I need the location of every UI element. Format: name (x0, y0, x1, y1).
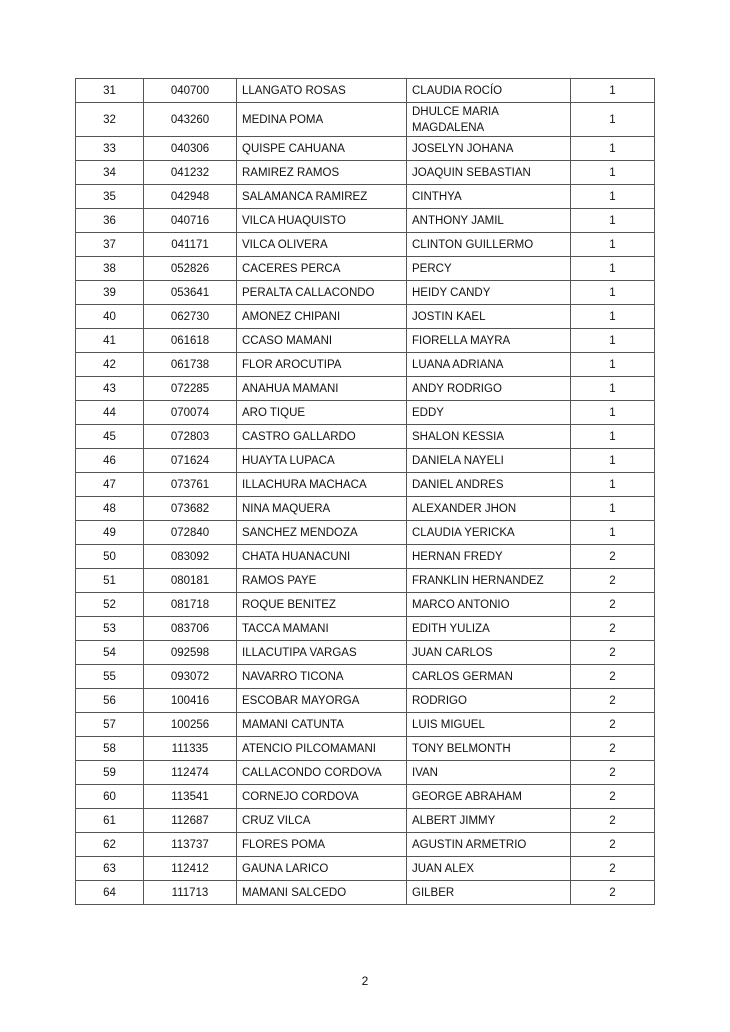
surname-cell: CACERES PERCA (237, 257, 407, 281)
row-number-cell: 49 (76, 521, 144, 545)
row-number-cell: 39 (76, 281, 144, 305)
table-row (76, 785, 655, 809)
group-cell: 1 (571, 161, 655, 185)
first-name-cell: ANDY RODRIGO (407, 377, 571, 401)
row-number-cell: 53 (76, 617, 144, 641)
student-code-cell: 070074 (144, 401, 237, 425)
group-cell: 2 (571, 737, 655, 761)
table-row (76, 617, 655, 641)
first-name-cell: CLAUDIA ROCÍO (407, 79, 571, 103)
student-code-cell: 071624 (144, 449, 237, 473)
table-row (76, 103, 655, 137)
surname-cell: VILCA HUAQUISTO (237, 209, 407, 233)
table-row (76, 281, 655, 305)
roster-table-body (76, 79, 655, 905)
surname-cell: TACCA MAMANI (237, 617, 407, 641)
first-name-cell: ALBERT JIMMY (407, 809, 571, 833)
group-cell: 2 (571, 833, 655, 857)
group-cell: 2 (571, 881, 655, 905)
first-name-cell: HERNAN FREDY (407, 545, 571, 569)
surname-cell: NAVARRO TICONA (237, 665, 407, 689)
surname-cell: ROQUE BENITEZ (237, 593, 407, 617)
student-code-cell: 083706 (144, 617, 237, 641)
surname-cell: VILCA OLIVERA (237, 233, 407, 257)
student-code-cell: 053641 (144, 281, 237, 305)
surname-cell: RAMIREZ RAMOS (237, 161, 407, 185)
page-number: 2 (361, 974, 369, 988)
table-row (76, 473, 655, 497)
surname-cell: FLORES POMA (237, 833, 407, 857)
table-row (76, 497, 655, 521)
group-cell: 1 (571, 305, 655, 329)
group-cell: 1 (571, 79, 655, 103)
student-code-cell: 080181 (144, 569, 237, 593)
first-name-cell: CLAUDIA YERICKA (407, 521, 571, 545)
row-number-cell: 35 (76, 185, 144, 209)
group-cell: 2 (571, 761, 655, 785)
first-name-cell: IVAN (407, 761, 571, 785)
surname-cell: FLOR AROCUTIPA (237, 353, 407, 377)
row-number-cell: 60 (76, 785, 144, 809)
student-code-cell: 083092 (144, 545, 237, 569)
table-row (76, 737, 655, 761)
row-number-cell: 62 (76, 833, 144, 857)
group-cell: 2 (571, 617, 655, 641)
first-name-cell: DHULCE MARIA MAGDALENA (407, 103, 571, 137)
first-name-cell: EDDY (407, 401, 571, 425)
group-cell: 1 (571, 473, 655, 497)
student-code-cell: 113541 (144, 785, 237, 809)
student-code-cell: 041232 (144, 161, 237, 185)
group-cell: 1 (571, 103, 655, 137)
first-name-cell: JUAN CARLOS (407, 641, 571, 665)
row-number-cell: 56 (76, 689, 144, 713)
row-number-cell: 47 (76, 473, 144, 497)
row-number-cell: 36 (76, 209, 144, 233)
student-code-cell: 073761 (144, 473, 237, 497)
group-cell: 1 (571, 257, 655, 281)
row-number-cell: 41 (76, 329, 144, 353)
group-cell: 2 (571, 641, 655, 665)
group-cell: 2 (571, 785, 655, 809)
table-row (76, 569, 655, 593)
row-number-cell: 61 (76, 809, 144, 833)
group-cell: 2 (571, 569, 655, 593)
group-cell: 1 (571, 353, 655, 377)
group-cell: 2 (571, 593, 655, 617)
first-name-cell: ALEXANDER JHON (407, 497, 571, 521)
student-code-cell: 061618 (144, 329, 237, 353)
first-name-cell: AGUSTIN ARMETRIO (407, 833, 571, 857)
first-name-cell: TONY BELMONTH (407, 737, 571, 761)
row-number-cell: 55 (76, 665, 144, 689)
group-cell: 2 (571, 689, 655, 713)
student-code-cell: 093072 (144, 665, 237, 689)
student-code-cell: 100256 (144, 713, 237, 737)
table-row (76, 665, 655, 689)
surname-cell: CRUZ VILCA (237, 809, 407, 833)
first-name-cell: GEORGE ABRAHAM (407, 785, 571, 809)
surname-cell: CALLACONDO CORDOVA (237, 761, 407, 785)
surname-cell: ANAHUA MAMANI (237, 377, 407, 401)
surname-cell: HUAYTA LUPACA (237, 449, 407, 473)
group-cell: 1 (571, 137, 655, 161)
group-cell: 1 (571, 281, 655, 305)
group-cell: 2 (571, 809, 655, 833)
first-name-cell: PERCY (407, 257, 571, 281)
row-number-cell: 32 (76, 103, 144, 137)
group-cell: 1 (571, 425, 655, 449)
first-name-cell: RODRIGO (407, 689, 571, 713)
surname-cell: SALAMANCA RAMIREZ (237, 185, 407, 209)
student-code-cell: 043260 (144, 103, 237, 137)
table-row (76, 257, 655, 281)
student-code-cell: 113737 (144, 833, 237, 857)
first-name-cell: FIORELLA MAYRA (407, 329, 571, 353)
student-code-cell: 062730 (144, 305, 237, 329)
table-row (76, 233, 655, 257)
first-name-cell: GILBER (407, 881, 571, 905)
row-number-cell: 48 (76, 497, 144, 521)
surname-cell: PERALTA CALLACONDO (237, 281, 407, 305)
first-name-cell: EDITH YULIZA (407, 617, 571, 641)
row-number-cell: 42 (76, 353, 144, 377)
row-number-cell: 59 (76, 761, 144, 785)
surname-cell: RAMOS PAYE (237, 569, 407, 593)
table-row (76, 425, 655, 449)
first-name-cell: JOSELYN JOHANA (407, 137, 571, 161)
surname-cell: GAUNA LARICO (237, 857, 407, 881)
group-cell: 1 (571, 401, 655, 425)
table-row (76, 79, 655, 103)
student-code-cell: 072840 (144, 521, 237, 545)
student-code-cell: 072285 (144, 377, 237, 401)
surname-cell: CASTRO GALLARDO (237, 425, 407, 449)
table-row (76, 521, 655, 545)
surname-cell: MEDINA POMA (237, 103, 407, 137)
surname-cell: QUISPE CAHUANA (237, 137, 407, 161)
table-row (76, 449, 655, 473)
first-name-cell: JOAQUIN SEBASTIAN (407, 161, 571, 185)
group-cell: 2 (571, 545, 655, 569)
group-cell: 1 (571, 497, 655, 521)
row-number-cell: 57 (76, 713, 144, 737)
row-number-cell: 44 (76, 401, 144, 425)
surname-cell: CCASO MAMANI (237, 329, 407, 353)
surname-cell: MAMANI CATUNTA (237, 713, 407, 737)
group-cell: 2 (571, 665, 655, 689)
table-row (76, 689, 655, 713)
student-code-cell: 061738 (144, 353, 237, 377)
row-number-cell: 31 (76, 79, 144, 103)
surname-cell: AMONEZ CHIPANI (237, 305, 407, 329)
first-name-cell: DANIELA NAYELI (407, 449, 571, 473)
group-cell: 1 (571, 233, 655, 257)
surname-cell: ESCOBAR MAYORGA (237, 689, 407, 713)
row-number-cell: 54 (76, 641, 144, 665)
table-row (76, 305, 655, 329)
group-cell: 1 (571, 377, 655, 401)
student-code-cell: 092598 (144, 641, 237, 665)
student-code-cell: 112474 (144, 761, 237, 785)
row-number-cell: 63 (76, 857, 144, 881)
group-cell: 2 (571, 857, 655, 881)
row-number-cell: 52 (76, 593, 144, 617)
group-cell: 1 (571, 521, 655, 545)
first-name-cell: CLINTON GUILLERMO (407, 233, 571, 257)
table-row (76, 809, 655, 833)
student-code-cell: 040700 (144, 79, 237, 103)
table-row (76, 137, 655, 161)
table-row (76, 857, 655, 881)
surname-cell: CORNEJO CORDOVA (237, 785, 407, 809)
row-number-cell: 38 (76, 257, 144, 281)
student-code-cell: 112687 (144, 809, 237, 833)
table-row (76, 161, 655, 185)
table-row (76, 401, 655, 425)
table-row (76, 185, 655, 209)
first-name-cell: DANIEL ANDRES (407, 473, 571, 497)
student-code-cell: 073682 (144, 497, 237, 521)
row-number-cell: 51 (76, 569, 144, 593)
row-number-cell: 37 (76, 233, 144, 257)
table-row (76, 881, 655, 905)
first-name-cell: LUANA ADRIANA (407, 353, 571, 377)
row-number-cell: 45 (76, 425, 144, 449)
surname-cell: ILLACUTIPA VARGAS (237, 641, 407, 665)
first-name-cell: CARLOS GERMAN (407, 665, 571, 689)
surname-cell: SANCHEZ MENDOZA (237, 521, 407, 545)
first-name-cell: HEIDY CANDY (407, 281, 571, 305)
table-row (76, 593, 655, 617)
table-row (76, 761, 655, 785)
first-name-cell: CINTHYA (407, 185, 571, 209)
group-cell: 1 (571, 185, 655, 209)
row-number-cell: 43 (76, 377, 144, 401)
student-code-cell: 040306 (144, 137, 237, 161)
student-code-cell: 111335 (144, 737, 237, 761)
row-number-cell: 50 (76, 545, 144, 569)
group-cell: 2 (571, 713, 655, 737)
table-row (76, 209, 655, 233)
first-name-cell: JOSTIN KAEL (407, 305, 571, 329)
student-code-cell: 112412 (144, 857, 237, 881)
student-code-cell: 111713 (144, 881, 237, 905)
student-code-cell: 042948 (144, 185, 237, 209)
first-name-cell: JUAN ALEX (407, 857, 571, 881)
row-number-cell: 33 (76, 137, 144, 161)
row-number-cell: 58 (76, 737, 144, 761)
student-code-cell: 072803 (144, 425, 237, 449)
table-row (76, 833, 655, 857)
surname-cell: ATENCIO PILCOMAMANI (237, 737, 407, 761)
row-number-cell: 46 (76, 449, 144, 473)
surname-cell: ARO TIQUE (237, 401, 407, 425)
surname-cell: ILLACHURA MACHACA (237, 473, 407, 497)
first-name-cell: FRANKLIN HERNANDEZ (407, 569, 571, 593)
student-code-cell: 052826 (144, 257, 237, 281)
student-code-cell: 040716 (144, 209, 237, 233)
table-row (76, 545, 655, 569)
group-cell: 1 (571, 449, 655, 473)
group-cell: 1 (571, 209, 655, 233)
student-code-cell: 041171 (144, 233, 237, 257)
surname-cell: LLANGATO ROSAS (237, 79, 407, 103)
surname-cell: MAMANI SALCEDO (237, 881, 407, 905)
surname-cell: NINA MAQUERA (237, 497, 407, 521)
table-row (76, 353, 655, 377)
student-code-cell: 100416 (144, 689, 237, 713)
first-name-cell: MARCO ANTONIO (407, 593, 571, 617)
surname-cell: CHATA HUANACUNI (237, 545, 407, 569)
table-row (76, 377, 655, 401)
group-cell: 1 (571, 329, 655, 353)
first-name-cell: LUIS MIGUEL (407, 713, 571, 737)
table-row (76, 641, 655, 665)
row-number-cell: 40 (76, 305, 144, 329)
first-name-cell: ANTHONY JAMIL (407, 209, 571, 233)
table-row (76, 713, 655, 737)
first-name-cell: SHALON KESSIA (407, 425, 571, 449)
roster-table (75, 78, 655, 905)
row-number-cell: 64 (76, 881, 144, 905)
row-number-cell: 34 (76, 161, 144, 185)
table-row (76, 329, 655, 353)
student-code-cell: 081718 (144, 593, 237, 617)
